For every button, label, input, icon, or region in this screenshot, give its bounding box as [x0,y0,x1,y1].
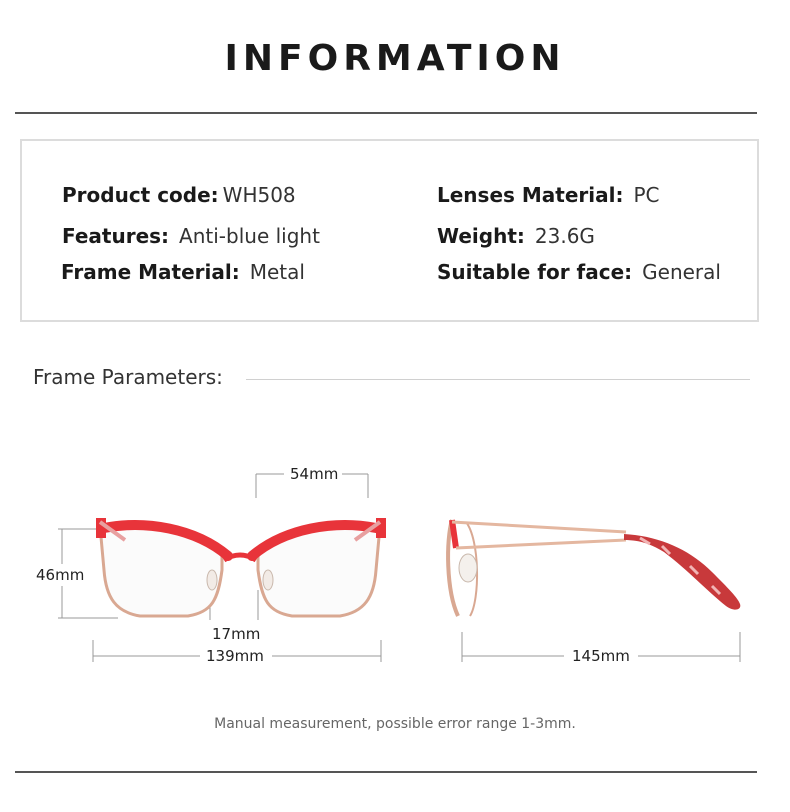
page-title: INFORMATION [224,38,566,79]
info-label: Weight: [437,224,525,248]
info-label: Frame Material: [61,260,240,284]
front-lens-rims [100,524,380,616]
frame-width-label: 139mm [206,647,264,665]
info-value: General [642,260,721,284]
info-value: 23.6G [534,224,595,248]
info-label: Lenses Material: [437,183,624,207]
measurement-note: Manual measurement, possible error range 1-3mm. [214,716,576,732]
info-value: WH508 [222,183,296,207]
lens-width-label: 54mm [290,465,339,483]
front-bridge [224,555,256,560]
bottom-divider [15,771,757,773]
frame-parameters-heading: Frame Parameters: [33,365,223,389]
info-value: PC [633,183,660,207]
front-nose-pad-right [263,570,273,590]
info-value: Metal [249,260,305,284]
lens-height-label: 46mm [36,566,85,584]
glasses-side-image [448,520,740,662]
info-label: Suitable for face: [437,260,633,284]
info-label: Features: [62,224,170,248]
front-nose-pad-left [207,570,217,590]
info-value: Anti-blue light [179,224,320,248]
temple-length-label: 145mm [572,647,630,665]
info-label: Product code: [62,183,219,207]
bridge-width-label: 17mm [212,625,261,643]
